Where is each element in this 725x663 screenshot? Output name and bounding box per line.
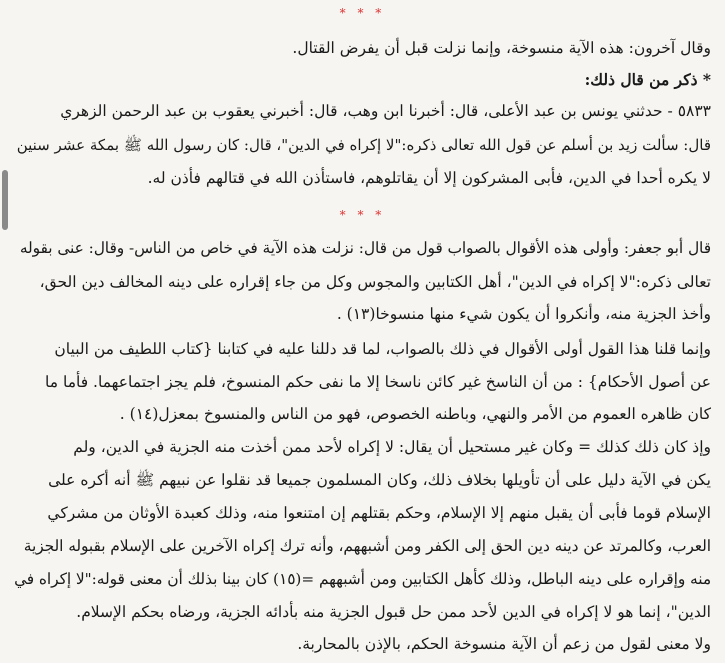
text-line: العرب، وكالمرتد عن دينه دين الحق إلى الكفر ومن أشبههم، وأنه ترك إكراه الآخرين على الإسلام بقبوله الجزية [23,537,711,555]
text-line: كان ظاهره العموم من الأمر والنهي، وباطنه الخصوص، فهو من الناس والمنسوخ بمعزل(١٤) . [119,405,711,423]
text-line: وإنما قلنا هذا القول أولى الأقوال في ذلك بالصواب، لما قد دللنا عليه في كتابنا {كتاب اللطيف من البيان [54,340,711,358]
text-line: يكن في الآية دليل على أن تأويلها بخلاف ذلك، وكان المسلمون جميعا قد نقلوا عن نبيهم ﷺ أنه أكره على [48,471,711,489]
section-separator: * * * [339,6,386,20]
text-line: قال: سألت زيد بن أسلم عن قول الله تعالى ذكره:"لا إكراه في الدين"، قال: كان رسول الله ﷺ بمكة عشر سنين [16,136,711,154]
text-line: الإسلام قوما فأبى أن يقبل منهم إلا الإسلام، وحكم بقتلهم إن امتنعوا منه، وذلك كعبدة الأوثان من مشركي [47,504,711,522]
text-line: وأخذ الجزية منه، وأنكروا أن يكون شيء منها منسوخا(١٣) . [336,305,711,323]
section-heading: * ذكر من قال ذلك: [584,70,711,89]
text-line: وقال آخرون: هذه الآية منسوخة، وإنما نزلت قبل أن يفرض القتال. [292,39,711,57]
text-line: لا يكره أحدا في الدين، فأبى المشركون إلا أن يقاتلوهم، فاستأذن الله في قتالهم فأذن له. [147,169,711,187]
text-line: قال أبو جعفر: وأولى هذه الأقوال بالصواب قول من قال: نزلت هذه الآية في خاص من الناس- وقال: عنى بقوله [19,239,711,257]
text-line: عن أصول الأحكام} : من أن الناسخ غير كائن ناسخا إلا ما نفى حكم المنسوخ، فلم يجز اجتماعهما. فأما ما [45,373,711,391]
section-separator: * * * [339,208,386,222]
text-line: وإذ كان ذلك كذلك = وكان غير مستحيل أن يقال: لا إكراه لأحد ممن أخذت منه الجزية في الدين، ولم [73,438,711,456]
text-line: ولا معنى لقول من زعم أن الآية منسوخة الحكم، بالإذن بالمحاربة. [297,635,711,653]
text-line: الدين"، إنما هو لا إكراه في الدين لأحد ممن حل قبول الجزية منه بأدائه الجزية، ورضاه بحكم الإسلام. [76,603,711,621]
text-line: منه وإقراره على دينه الباطل، وذلك كأهل الكتابين ومن أشبههم =(١٥) كان بينا بذلك أن معنى قوله:"لا إكراه في [14,570,711,588]
hadith-line: ٥٨٣٣ - حدثني يونس بن عبد الأعلى، قال: أخبرنا ابن وهب، قال: أخبرني يعقوب بن عبد الرحمن الزهري [60,102,711,120]
text-line: تعالى ذكره:"لا إكراه في الدين"، أهل الكتابين والمجوس وكل من جاء إقراره على دينه المخالف دين الحق، [39,273,711,291]
